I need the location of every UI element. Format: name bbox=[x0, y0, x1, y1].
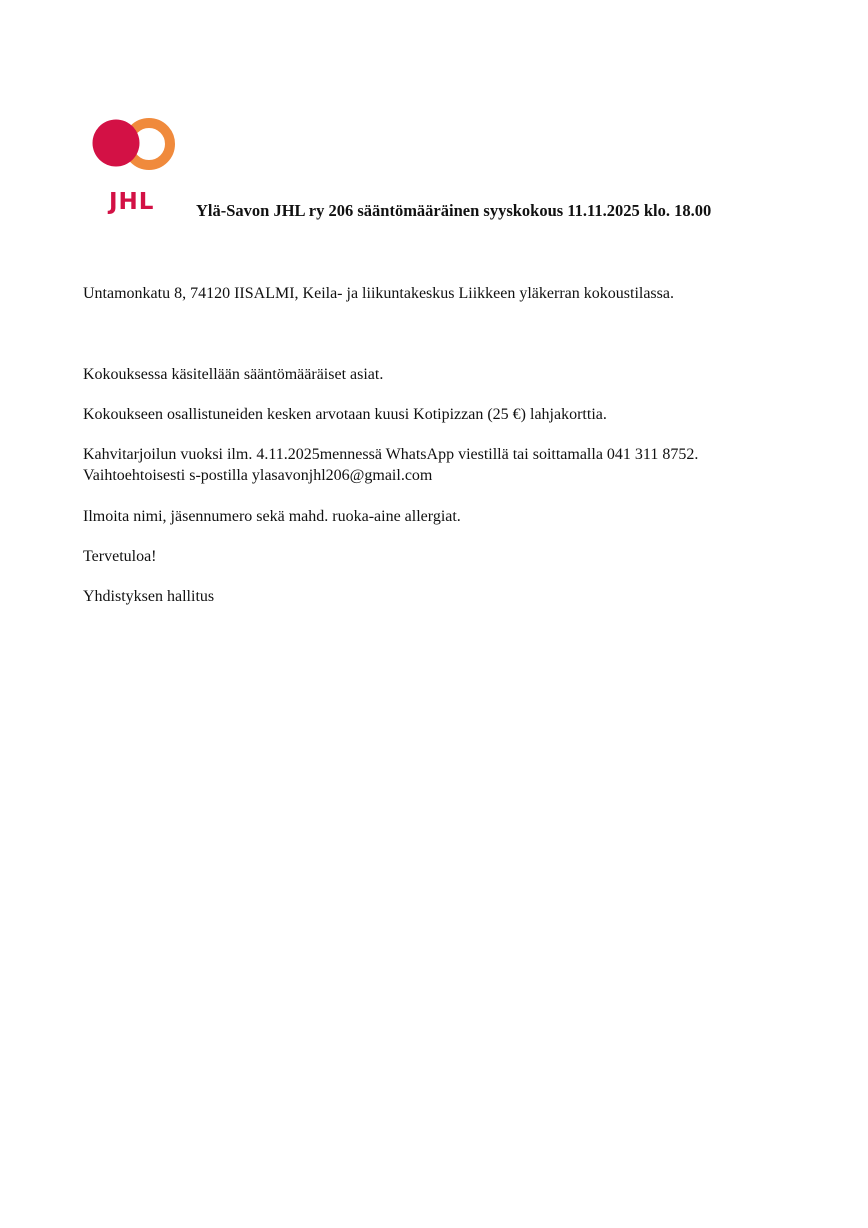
page-title: Ylä-Savon JHL ry 206 sääntömääräinen syyskokous 11.11.2025 klo. 18.00 bbox=[196, 201, 712, 220]
welcome-text: Tervetuloa! bbox=[83, 548, 157, 565]
agenda-text: Kokouksessa käsitellään sääntömääräiset asiat. bbox=[83, 366, 384, 383]
jhl-logo-graphic bbox=[90, 108, 190, 214]
raffle-text: Kokoukseen osallistuneiden kesken arvotaan kuusi Kotipizzan (25 €) lahjakorttia. bbox=[83, 406, 607, 423]
info-text: Ilmoita nimi, jäsennumero sekä mahd. ruoka-aine allergiat. bbox=[83, 508, 461, 525]
signature-text: Yhdistyksen hallitus bbox=[83, 588, 215, 605]
jhl-logo bbox=[90, 108, 190, 214]
meeting-address: Untamonkatu 8, 74120 IISALMI, Keila- ja liikuntakeskus Liikkeen yläkerran kokoustilassa. bbox=[83, 285, 674, 302]
logo-red-circle bbox=[93, 120, 140, 167]
logo-text: JHL bbox=[109, 189, 155, 214]
registration-text-line2: Vaihtoehtoisesti s-postilla ylasavonjhl206@gmail.com bbox=[83, 467, 433, 484]
registration-text-line1: Kahvitarjoilun vuoksi ilm. 4.11.2025mennessä WhatsApp viestillä tai soittamalla 041 311 8752. bbox=[83, 446, 699, 463]
